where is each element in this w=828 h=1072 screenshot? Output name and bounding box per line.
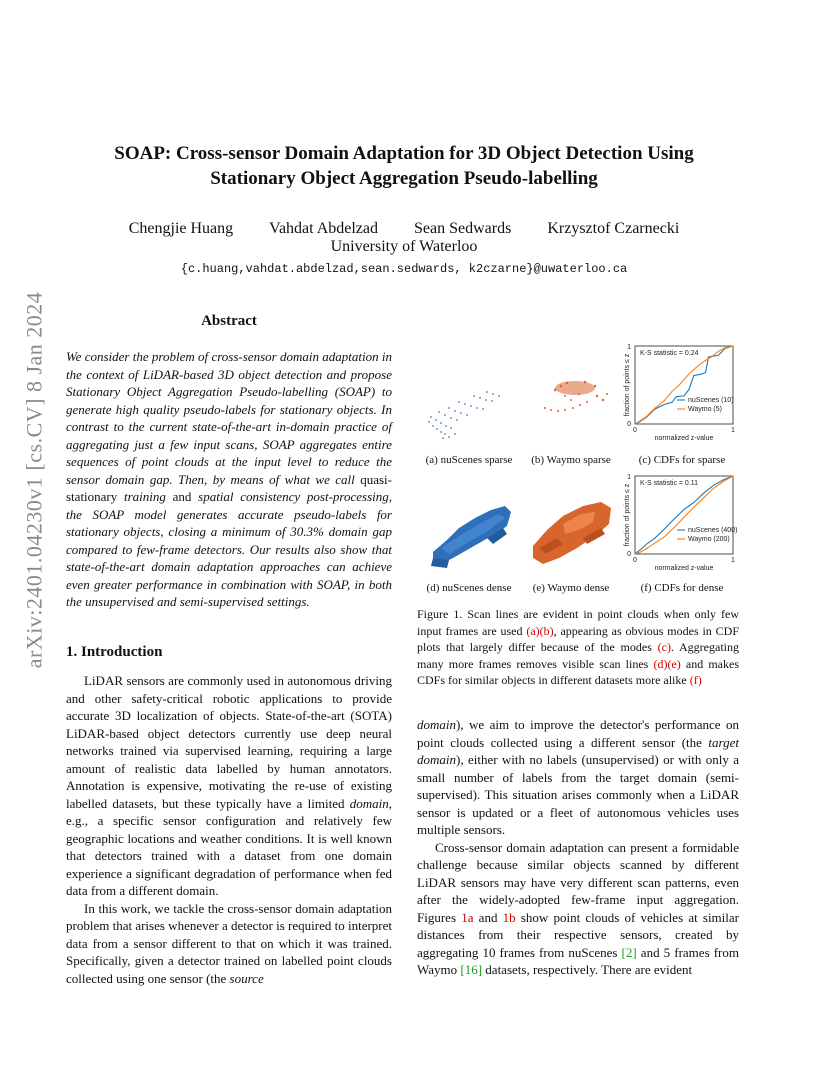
figure-caption: Figure 1. Scan lines are evident in point clouds when only few input frames are used (a)(b), appearing as obvious modes in CDF plots that largely differ because of the modes (c). Aggregating many more frames removes visible scan lines (d)(e) and makes CDFs for similar objects in different datasets more alike (f)	[417, 607, 739, 687]
arxiv-id: arXiv:2401.04230v1 [cs.CV] 8 Jan 2024	[21, 291, 47, 669]
title-line-2: Stationary Object Aggregation Pseudo-labelling	[210, 168, 598, 189]
citation-2[interactable]: [2]	[621, 944, 637, 960]
nuscenes-sparse-image	[419, 382, 519, 452]
author: Sean Sedwards	[414, 220, 512, 237]
cdf-dense-chart	[617, 470, 741, 578]
subcaption-a: (a) nuScenes sparse	[425, 454, 513, 466]
affiliation: University of Waterloo	[330, 238, 478, 255]
y-tick-label: 0	[627, 421, 631, 428]
subcaption-d: (d) nuScenes dense	[426, 582, 512, 594]
waymo-sparse-image	[525, 370, 617, 450]
subcaption-f: (f) CDFs for dense	[640, 582, 724, 594]
citation-16[interactable]: [16]	[460, 962, 483, 977]
x-tick-label: 0	[633, 557, 637, 564]
subcaption-c: (c) CDFs for sparse	[638, 454, 726, 466]
figure-ref-1a[interactable]: 1a	[461, 909, 474, 925]
right-column-body	[417, 716, 739, 979]
x-axis-label: normalized z-value	[654, 435, 714, 442]
waymo-dense-image	[523, 494, 619, 576]
legend-entry: nuScenes (400)	[688, 527, 738, 534]
figure-1	[417, 340, 739, 600]
x-tick-label: 1	[731, 427, 735, 434]
y-tick-label: 0	[627, 551, 631, 558]
intro-paragraph-2: In this work, we tackle the cross-sensor domain adaptation problem that arises whenever a detector is required to interpret data from a sensor different to that on which it was trained. Specifically, given a detector trained on labelled point clouds collected using one sensor (the source	[66, 900, 392, 986]
author-list	[80, 219, 728, 239]
ks-statistic-label: K-S statistic = 0.11	[640, 480, 699, 487]
author: Chengjie Huang	[128, 220, 234, 237]
figure-ref-1b[interactable]: 1b	[502, 909, 516, 925]
subcaption-e: (e) Waymo dense	[532, 582, 610, 594]
abstract-body: We consider the problem of cross-sensor domain adaptation in the context of LiDAR-based 3D object detection and propose Stationary Object Aggregation Pseudo-labelling (SOAP) to generate high quality pseudo-labels for stationary objects. In contrast to the current state-of-the-art in-domain practice of aggregating just a few input scans, SOAP aggregates entire sequences of point clouds at the input level to reduce the sensor domain gap. Then, by means of what we call quasi-stationary training and spatial consistency post-processing, the SOAP model generates accurate pseudo-labels for stationary objects, closing a minimum of 30.3% domain gap compared to few-frame detectors. Our results also show that state-of-the-art domain adaptation approaches can achieve even greater performance in combination with SOAP, in both the unsupervised and semi-supervised settings.	[66, 349, 392, 609]
intro-paragraph-1: LiDAR sensors are commonly used in autonomous driving and other safety-critical robotic applications to provide accurate 3D localization of objects. State-of-the-art (SOTA) LiDAR-based object detectors currently use deep neural networks trained via supervised learning, requiring a large amount of realistic data labelled by human annotators. Annotation is expensive, motivating the re-use of existing labelled datasets, but these typically have a limited domain, e.g., a specific sensor configuration and relatively few geographic locations and weather conditions. It is well known that detectors trained with a dataset from one domain experience a significant degradation of performance when fed data from a different domain.	[66, 673, 392, 898]
y-axis-label: fraction of points ≤ z	[624, 483, 631, 547]
y-tick-label: 1	[627, 474, 631, 481]
y-axis-label: fraction of points ≤ z	[624, 353, 631, 417]
x-axis-label: normalized z-value	[654, 565, 714, 572]
intro-body	[66, 672, 392, 987]
legend-entry: Waymo (5)	[688, 406, 722, 413]
author: Krzysztof Czarnecki	[547, 220, 680, 237]
legend-entry: nuScenes (10)	[688, 397, 734, 404]
intro-heading: 1. Introduction	[66, 644, 163, 660]
paper-title	[80, 141, 728, 191]
y-tick-label: 1	[627, 344, 631, 351]
right-paragraph-1: domain), we aim to improve the detector's performance on point clouds collected using a different sensor (the target domain), either with no labels (unsupervised) or with only a small number of labels from the target domain (semi-supervised). This situation arises commonly when a LiDAR sensor is updated or a fleet of autonomous vehicles uses multiple sensors.	[417, 717, 739, 837]
x-tick-label: 1	[731, 557, 735, 564]
subcaption-b: (b) Waymo sparse	[531, 454, 611, 466]
right-paragraph-2: Cross-sensor domain adaptation can present a formidable challenge because similar objects scanned by different LiDAR sensors may have very different scan patterns, even after the widely-adopted few-frame input aggregation. Figures 1a and 1b show point clouds of vehicles at similar distances from their respective sensors, created by aggregating 10 frames from nuScenes [2] and 5 frames from Waymo [16] datasets, respectively. There are evident	[417, 839, 739, 977]
email-line: {c.huang,vahdat.abdelzad,sean.sedwards, k2czarne}@uwaterloo.ca	[180, 262, 628, 276]
cdf-sparse-chart	[617, 340, 741, 448]
abstract-heading: Abstract	[201, 313, 257, 329]
nuscenes-dense-image	[419, 498, 519, 576]
arxiv-stamp	[14, 291, 54, 669]
author: Vahdat Abdelzad	[269, 220, 379, 237]
legend-entry: Waymo (200)	[688, 536, 730, 543]
x-tick-label: 0	[633, 427, 637, 434]
ks-statistic-label: K-S statistic = 0.24	[640, 350, 699, 357]
title-line-1: SOAP: Cross-sensor Domain Adaptation for 3D Object Detection Using	[114, 143, 694, 164]
